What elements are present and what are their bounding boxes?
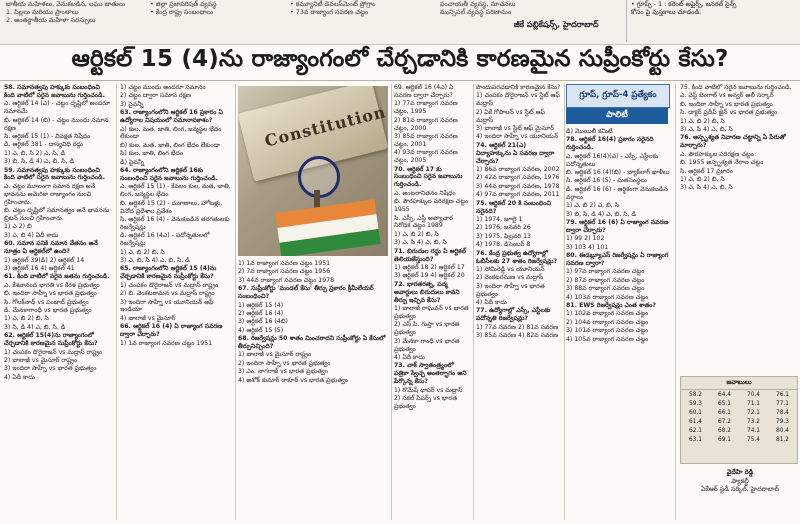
- answer-cell: 59.3: [689, 400, 702, 407]
- option-text: 3) ఆర్టికల్ 16 (4బి): [238, 318, 288, 326]
- option-text: 1) 1వ రాజ్యాంగ సవరణ చట్టం 1951: [120, 339, 213, 347]
- question-text: 58. సమానత్వపు హక్కుకు సంబంధించి కింది వాటిలో సరైన జవాబును గుర్తించండి.: [4, 84, 105, 99]
- answer-cell: 63.1: [689, 436, 702, 443]
- option-text: 2) 87వ రాజ్యాంగ సవరణ చట్టం: [566, 276, 645, 284]
- option-text: సి. ఆర్టికల్ 15 (1) - వివక్షత నిషేధం: [4, 132, 91, 140]
- option-text: 1) 77వ రాజ్యాంగ సవరణ చట్టం, 1995: [394, 100, 458, 116]
- option-text: 3) ఇందిరా సాహ్నీ vs యూనియన్ ఆఫ్ ఇండియా: [120, 298, 214, 314]
- question-text: 72. భారతరత్న, పద్మ అవార్డులు బిరుదులు కావని తీర్పు ఇచ్చిన కేసు?: [394, 280, 460, 304]
- option-text: డి. మేనకాగాంధీ vs భారత ప్రభుత్వం: [4, 306, 92, 314]
- option-text: 4) అశోక్ కుమార్ ఠాకూర్ vs భారత ప్రభుత్వం: [238, 376, 348, 384]
- answer-cell: 70.4: [747, 391, 760, 398]
- top-col-2: [150, 0, 280, 36]
- option-text: 4) బాలాజీ vs మైసూర్: [120, 314, 176, 322]
- option-text: 4) 93వ రాజ్యాంగ సవరణ చట్టం, 2005: [394, 149, 458, 165]
- answer-cell: 79.3: [776, 418, 789, 425]
- question-text: 60. సమాన పనికి సమాన వేతనం అనే సూత్రం ఏ ఆర్టికల్‌లో ఉంది?: [4, 240, 98, 256]
- constitution-photo: [238, 86, 388, 256]
- option-text: 1) ఎ, బి 2) బి, సి: [394, 230, 439, 238]
- option-text: బి. చట్టం దృష్టిలో సమానత్వం అనే భావనను బ్రిటన్ నుంచి గ్రహించారు.: [4, 207, 110, 222]
- option-text: డి) మొయిలీ కమిటీ: [566, 128, 613, 135]
- answer-key: [680, 376, 798, 464]
- author-place: ఏకేఆర్ స్టడీ సర్కిల్, హైదరాబాద్: [700, 485, 780, 494]
- option-text: 2) ఇందిరా సాహ్నీ vs భారత ప్రభుత్వం: [238, 359, 331, 367]
- column-2: [120, 84, 232, 520]
- option-text: 1) చంపకం దొరైరాజన్ vs మద్రాస్ రాష్ట్రం: [4, 348, 103, 356]
- option-text: ఎ. ఆర్టికల్ 15 (1) - కేవలం కుల, మత, జాతి, లింగ, జన్మస్థల భేదం: [120, 183, 231, 199]
- option-text: 2) బి. వెంకటరామన vs మద్రాస్ రాష్ట్రం: [120, 290, 215, 298]
- option-text: 2) చట్టం ద్వారా సమాన రక్షణ: [120, 92, 191, 100]
- option-text: ఎ. పౌరహక్కుల పరిరక్షణ చట్టం: [680, 150, 754, 158]
- option-text: 1) 1వ రాజ్యాంగ సవరణ చట్టం 1951: [238, 260, 331, 267]
- option-text: ఎ) కుల, మత, జాతి, లింగ, జన్మస్థల భేదం లేకుండా: [120, 125, 222, 141]
- option-text: 3) పైవన్నీ: [120, 100, 144, 108]
- answer-cell: 78.4: [776, 409, 789, 416]
- option-text: సి) కుల, జాతి, లింగ భేదం: [120, 150, 184, 158]
- option-text: 2) 42వ రాజ్యాంగ సవరణ, 1976: [476, 174, 560, 182]
- answer-key-table: [681, 390, 797, 444]
- top-line: • 73వ రాజ్యాంగ సవరణ చట్టం: [290, 8, 369, 17]
- option-text: సి. ఆర్టికల్ 16 (4) - వెనుకబడిన తరగతులకు రిజర్వేషన్లు: [120, 216, 230, 231]
- option-text: 3) ఆర్టికల్ 19 4) ఆర్టికల్ 20: [394, 272, 465, 280]
- option-text: బి. ఆర్టికల్ 16 (4)(బి) - బ్యాక్‌లాగ్ ఖాళీలు: [566, 169, 670, 177]
- top-line: • కేంద్ర రాష్ట్ర సంబంధాలు: [150, 8, 214, 17]
- column-5: [476, 84, 562, 520]
- option-text: బి. ఆర్టికల్ 14 (బి) - చట్టం ముందు సమాన రక్షణ: [4, 116, 109, 132]
- option-text: 1) 77వ సవరణ 2) 81వ సవరణ: [476, 323, 559, 331]
- option-text: 2) 7వ రాజ్యాంగ సవరణ చట్టం 1956: [238, 268, 331, 276]
- option-text: 4) 1978, డిసెంబర్ 8: [476, 241, 531, 249]
- top-line: • జిల్లా ప్రజాపరిషత్ వ్యవస్థ: [150, 0, 217, 8]
- option-text: 2) వెంకటరమణ vs మద్రాస్: [476, 274, 544, 282]
- option-text: 1) బాలాజీ vs మైసూర్ రాష్ట్రం: [238, 351, 312, 359]
- option-text: సి. ఆర్టికల్ 16 (5) - మతసంస్థలు: [566, 177, 647, 185]
- answer-cell: 69.1: [718, 436, 731, 443]
- question-text: 75. ఆర్టికల్ 20 కి సంబంధించి సరైనది?: [476, 199, 552, 215]
- answer-cell: 58.2: [689, 391, 702, 398]
- option-text: 1) 97వ రాజ్యాంగ సవరణ చట్టం: [566, 268, 645, 276]
- option-text: 2) 1976, జనవరి 26: [476, 224, 531, 232]
- option-text: 3) 101వ రాజ్యాంగ సవరణ చట్టం: [566, 327, 649, 335]
- option-text: 4) 97వ రాజ్యాంగ సవరణ, 2011: [476, 191, 560, 199]
- option-text: డి) పైవన్నీ: [120, 158, 145, 166]
- answer-cell: 72.1: [747, 409, 760, 416]
- constitution-book: Constitution: [238, 86, 388, 182]
- top-col-1: [6, 0, 126, 36]
- question-text: 80. ఈడబ్ల్యూఎస్ రిజర్వేషన్లు ఏ రాజ్యాంగ సవరణ ద్వారా?: [566, 252, 669, 267]
- option-text: 3) 44వ రాజ్యాంగ సవరణ చట్టం 1978: [238, 276, 335, 284]
- top-line: 2. అంతర్జాతీయ మహిళా సదస్సులు: [6, 16, 96, 25]
- question-text: 68. రిజర్వేషన్లు 50 శాతం మించరాదని సుప్రీంకోర్టు ఏ కేసులో తీర్పునిచ్చింది?: [238, 335, 386, 351]
- option-text: 1) చట్టం ముందు అందరూ సమానం: [120, 84, 206, 91]
- option-text: సి. గోలక్‌నాథ్ vs పంజాబ్ ప్రభుత్వం: [4, 298, 89, 306]
- option-text: ఎ. వెస్ట్ బెంగాల్ vs అన్వర్ అలీ సర్కార్: [680, 92, 774, 100]
- option-text: 3) 85వ రాజ్యాంగ సవరణ చట్టం, 2001: [394, 132, 458, 148]
- option-text: 1) ఎ, బి 2) బి, సి: [680, 117, 725, 125]
- option-text: 3) 85వ సవరణ 4) 82వ సవరణ: [476, 332, 559, 340]
- option-text: 2) ఎస్.పి. గుప్తా vs భారత ప్రభుత్వం: [394, 321, 460, 337]
- option-text: సి. ఎస్సీ, ఎస్టీ అత్యాచార నిరోధక చట్టం 1989: [394, 214, 453, 230]
- option-text: 1) 1974, జూలై 1: [476, 216, 523, 223]
- column-3: [238, 260, 388, 520]
- answer-row: [681, 399, 797, 408]
- top-line: • కమ్యూనిటీ డెవలప్‌మెంట్ ప్రోగ్రాం: [290, 0, 376, 8]
- option-text: 1) రొమేష్ థాపర్ vs మద్రాస్: [394, 386, 463, 394]
- option-text: 4) ఏదీ కాదు: [476, 299, 507, 307]
- option-text: 2) 81వ రాజ్యాంగ సవరణ చట్టం, 2000: [394, 116, 458, 132]
- option-text: 3) 88వ రాజ్యాంగ సవరణ చట్టం: [566, 285, 645, 293]
- question-text: 78. ఆర్టికల్ 16(4) ప్రకారం సరైనది గుర్తించండి.: [566, 136, 654, 152]
- option-text: ఎ. ఆర్టికల్ 16(4)(ఎ) - ఎస్సీ, ఎస్టీలకు పదోన్నతులు: [566, 152, 658, 168]
- option-text: 3) ఎ, బి 4) ఏదీ కాదు: [4, 231, 59, 239]
- option-text: 3) 103 4) 101: [566, 243, 609, 251]
- column-7: [680, 84, 796, 372]
- option-text: 1) ఎ, బి 2) బి, సి: [680, 175, 725, 183]
- option-text: 1) చంపకం దొరైరాజన్ vs మద్రాస్ రాష్ట్రం: [120, 281, 219, 289]
- answer-row: [681, 390, 797, 399]
- option-text: 3) ఎ, సి 4) ఎ, బి, సి: [680, 126, 733, 134]
- answer-cell: 74.1: [747, 427, 760, 434]
- option-text: సి. ఆర్టికల్ 17 ప్రకారం: [680, 167, 733, 175]
- question-text: 70. ఆర్టికల్ 17 కు సంబంధించి సరైన జవాబును గుర్తించండి.: [394, 165, 463, 189]
- question-text: 77. ఉద్యోగాల్లో ఎస్సీ, ఎస్టీలకు పదోన్నతి రిజర్వేషన్లు?: [476, 307, 551, 323]
- column-1: [4, 84, 112, 520]
- option-text: సి. డాక్టర్ ప్రదీప్ జైన్ vs భారత ప్రభుత్వం: [680, 109, 778, 117]
- option-text: 69. ఆర్టికల్ 16 (4ఎ) ఏ సవరణ ద్వారా చేర్చారు?: [394, 84, 454, 99]
- answer-cell: 65.1: [718, 400, 731, 407]
- option-text: బి. ఇందిరా సాహ్నీ vs భారత ప్రభుత్వం: [680, 100, 773, 108]
- option-text: 2) సకల్ పేపర్స్ vs భారత ప్రభుత్వం: [394, 394, 458, 410]
- option-text: ఎ. ఆర్టికల్ 14 (ఎ) - చట్టం దృష్టిలో అందరూ సమానమే: [4, 100, 111, 116]
- top-col-3: [290, 0, 430, 36]
- answer-row: [681, 435, 797, 444]
- answer-cell: 68.2: [718, 427, 731, 434]
- option-text: డి. ఆర్టికల్ 381 - దాస్యవిధి రద్దు: [4, 141, 83, 149]
- question-text: 64. రాజ్యాంగంలోని ఆర్టికల్ 16కు సంబంధించి సరైన జవాబును గుర్తించండి.: [120, 167, 218, 182]
- option-text: 2) ఏకే గోపాలన్ vs స్టేట్ ఆఫ్ మద్రాస్: [476, 108, 545, 124]
- author-name: వైదేహి రెడ్డి: [726, 468, 754, 476]
- option-text: 3) ఎ, సి 4) ఎ, బి, సి: [680, 184, 733, 192]
- top-bullet: • గ్రూప్స్ - 1 : కరెంట్ అఫైర్స్, జనరల్ సైన్స్: [631, 0, 737, 8]
- option-text: 3) ఇందిరా సాహ్నీ vs భారత ప్రభుత్వం: [4, 365, 97, 373]
- option-text: 4) 105వ రాజ్యాంగ సవరణ చట్టం: [566, 335, 649, 343]
- answer-cell: 62.1: [689, 427, 702, 434]
- option-text: 3) మేనకా గాంధీ vs భారత ప్రభుత్వం: [394, 337, 460, 353]
- answer-row: [681, 408, 797, 417]
- option-text: బి. 1955 అస్పృశ్యత నేరాల చట్టం: [680, 159, 764, 167]
- option-text: బి. పౌరహక్కుల పరిరక్షణ చట్టం 1955: [394, 198, 469, 214]
- top-line: పంచాయతీ వ్యవస్థ, సూచనలు: [440, 0, 516, 8]
- answer-cell: 60.1: [689, 409, 702, 416]
- answer-cell: 77.1: [776, 400, 789, 407]
- option-text: 1) సోమిరెడ్డి vs యూనియన్: [476, 265, 545, 273]
- question-text: 63. రాజ్యాంగంలోని ఆర్టికల్ 16 ప్రకారం ఏ ఉద్యోగాల విషయంలో సమానావకాశం?: [120, 109, 223, 125]
- answer-cell: 76.1: [776, 391, 789, 398]
- flag-icon: [275, 199, 380, 256]
- question-text: 62. ఆర్టికల్ 15(4)ను రాజ్యాంగంలో చేర్చడానికి కారణమైన సుప్రీంకోర్టు కేసు?: [4, 332, 98, 348]
- option-text: 1) చంపకం దొరైరాజన్ vs స్టేట్ ఆఫ్ మద్రాస్: [476, 92, 560, 108]
- option-text: బి. ఇందిరా సాహ్నీ vs భారత ప్రభుత్వం: [4, 290, 97, 298]
- answer-cell: 80.4: [776, 427, 789, 434]
- option-text: డి. ఆర్టికల్ 16 (6) - ఆర్థికంగా వెనుకబడిన వర్గాలు: [566, 185, 668, 201]
- option-text: 1) ఆర్టికల్ 39(డి) 2) ఆర్టికల్ 14: [4, 256, 85, 264]
- option-text: ఎ. చట్టం మూలంగా సమాన రక్షణ అనే భావనను అమెరికా రాజ్యాంగం నుంచి గ్రహించారు.: [4, 182, 96, 206]
- option-text: 3) ఎ, బి, సి 4) ఎ, బి, సి, డి: [120, 257, 190, 265]
- option-text: 75. కింది వాటిలో సరైన జవాబును గుర్తించండి.: [680, 84, 792, 91]
- option-text: పొందుపరచడానికి కారణమైన కేసు?: [476, 84, 561, 91]
- question-text: 81. EWS రిజర్వేషన్లు ఎంత శాతం?: [566, 302, 657, 310]
- answer-cell: 61.4: [689, 418, 702, 425]
- question-text: 66. ఆర్టికల్ 16 (4) ఏ రాజ్యాంగ సవరణ ద్వారా చేర్చారు?: [120, 323, 223, 339]
- option-text: 2) బాలాజీ vs మైసూర్ రాష్ట్రం: [4, 356, 78, 364]
- author-box: [688, 468, 792, 494]
- question-text: 73. వాక్ స్వాతంత్ర్యంలో పత్రికా స్వేచ్ఛ అంతర్భాగం అని పేర్కొన్న కేసు?: [394, 362, 467, 386]
- question-text: 67. సుప్రీంకోర్టు 'మండల్ కేసు' తీర్పు ప్రకారం క్రీమీలేయర్ సంబంధించి?: [238, 285, 374, 301]
- top-line: జాతీయ మహిళ‌లు, వెనుకబడిన, లఘు జాతులు: [6, 0, 126, 8]
- question-text: 61. కింది వాటిలో సరైన జతను గుర్తించండి.: [4, 273, 110, 281]
- top-line: మున్సిపల్ వ్యవస్థ పరిణామం: [440, 8, 512, 17]
- option-text: 3) సి, డి 4) ఎ, బి, సి, డి: [4, 323, 66, 331]
- answer-cell: 73.2: [747, 418, 760, 425]
- column-4: [394, 84, 470, 520]
- option-text: 1) ఎ, బి, సి 2) ఎ, సి, డి: [4, 149, 66, 157]
- option-text: 3) ఎ, సి 4) ఎ, బి, సి: [394, 239, 447, 247]
- option-text: 3) ఎం. నాగరాజ్ vs భారత ప్రభుత్వం: [238, 368, 328, 376]
- option-text: 1) 99 2) 102: [566, 235, 605, 243]
- option-text: 1) ఎ, బి 2) బి, సి: [120, 248, 165, 256]
- answer-row: [681, 426, 797, 435]
- option-text: ఎ. అంటరానితనం నిషేధం: [394, 189, 456, 197]
- question-text: 65. రాజ్యాంగంలోని ఆర్టికల్ 15 (4)ను చేర్చడానికి కారణమైన సుప్రీంకోర్టు కేసు?: [120, 265, 217, 281]
- answer-cell: 66.1: [718, 409, 731, 416]
- option-text: 4) ఏదీ కాదు: [394, 353, 425, 361]
- option-text: 4) 103వ రాజ్యాంగ సవరణ చట్టం: [566, 293, 649, 301]
- answer-row: [681, 417, 797, 426]
- answer-cell: 67.2: [718, 418, 731, 425]
- headline: ఆర్టికల్ 15 (4)ను రాజ్యాంగంలో చేర్చడానికి కారణమైన సుప్రీంకోర్టు కేసు?: [0, 44, 800, 81]
- question-text: 74. ఆర్టికల్ 21(ఎ) విద్యాహక్కును ఏ సవరణ ద్వారా చేర్చారు?: [476, 141, 555, 165]
- option-text: డి. ఆర్టికల్ 16 (4ఎ) - పదోన్నతులలో రిజర్వేషన్లు: [120, 232, 210, 248]
- question-text: 76. కేంద్ర ప్రభుత్వ ఉద్యోగాల్లో ఓబీసీలకు 27 శాతం రిజర్వేషన్లు?: [476, 249, 558, 265]
- author-role: ఫ్యాకల్టీ: [731, 476, 749, 485]
- top-line: 1. పిల్లలు మరియు ప్రాంతాలు: [6, 8, 79, 17]
- option-text: 3) బి, సి, డి 4) ఎ, బి, సి, డి: [566, 210, 637, 218]
- question-text: 59. సమానత్వపు హక్కుకు సంబంధించి కింది వాటిలో సరైన జవాబును గుర్తించండి.: [4, 166, 105, 182]
- option-text: బి) కుల, మత, జాతి, లింగ భేదం లేకుండా: [120, 141, 220, 149]
- option-text: బి. ఆర్టికల్ 15 (2) - దుకాణాలు, హోటళ్లు, వినోద ప్రదేశాల ప్రవేశం: [120, 199, 223, 215]
- section-title: పాలిటీ: [566, 108, 668, 124]
- option-text: 2) 104వ రాజ్యాంగ సవరణ చట్టం: [566, 318, 649, 326]
- answer-cell: 81.2: [776, 436, 789, 443]
- option-text: 3) బాలాజీ vs స్టేట్ ఆఫ్ మైసూర్: [476, 125, 554, 133]
- answer-cell: 64.4: [718, 391, 731, 398]
- top-strip: [0, 0, 800, 45]
- option-text: 1) 102వ రాజ్యాంగ సవరణ చట్టం: [566, 310, 649, 318]
- option-text: 1) ఆర్టికల్ 15 (4): [238, 301, 284, 309]
- option-text: 2) ఆర్టికల్ 16 (4): [238, 309, 284, 317]
- option-text: 1) ఎ 2) బి: [4, 223, 32, 231]
- top-bullet-box: [626, 0, 800, 42]
- answer-cell: 71.1: [747, 400, 760, 407]
- option-text: 3) ఇందిరా సాహ్నీ vs భారత ప్రభుత్వం: [476, 282, 545, 298]
- option-text: 4) ఏదీ కాదు: [4, 373, 35, 381]
- answer-key-title: జవాబులు: [681, 377, 797, 390]
- group-banner: గ్రూప్, గ్రూప్-4 ప్రత్యేకం: [566, 84, 670, 108]
- option-text: 1) 86వ రాజ్యాంగ సవరణ, 2002: [476, 166, 560, 174]
- option-text: 3) 44వ రాజ్యాంగ సవరణ, 1978: [476, 182, 560, 190]
- column-6: [566, 128, 672, 520]
- question-text: 76. అస్పృశ్యత నివారణ చట్టాన్ని ఏ పేరుతో మార్చారు?: [680, 134, 786, 150]
- option-text: 3) బి, సి, డి 4) ఎ, బి, సి, డి: [4, 158, 75, 166]
- question-text: 71. బిరుదుల రద్దు ఏ ఆర్టికల్ తెలియజేస్తుంది?: [394, 247, 466, 263]
- option-text: ఎ. కేశవానంద భారతి vs కేరళ ప్రభుత్వం: [4, 281, 100, 289]
- top-credit: జీకే పబ్లికేషన్స్, హైదరాబాద్: [514, 20, 599, 29]
- option-text: 3) 1975, ఫిబ్రవరి 13: [476, 232, 531, 240]
- question-text: 79. ఆర్టికల్ 16 (6) ఏ రాజ్యాంగ సవరణ ద్వారా చేర్చారు?: [566, 218, 669, 234]
- answer-cell: 75.4: [747, 436, 760, 443]
- option-text: 4) ఆర్టికల్ 15 (5): [238, 326, 284, 334]
- option-text: 4) ఇందిరా సాహ్నీ vs యూనియన్: [476, 133, 559, 141]
- option-text: 3) ఆర్టికల్ 16 4) ఆర్టికల్ 41: [4, 264, 75, 272]
- top-bullet: కోసం పై పుస్తకాలు చూడండి.: [631, 8, 702, 16]
- option-text: 1) ఆర్టికల్ 18 2) ఆర్టికల్ 17: [394, 263, 465, 271]
- option-text: 1) బాలాజీ రాఘవన్ vs భారత ప్రభుత్వం: [394, 304, 469, 320]
- option-text: 1) ఎ, బి 2) బి, సి: [4, 315, 49, 323]
- option-text: 1) ఎ, బి 2) ఎ, బి, సి: [566, 202, 620, 210]
